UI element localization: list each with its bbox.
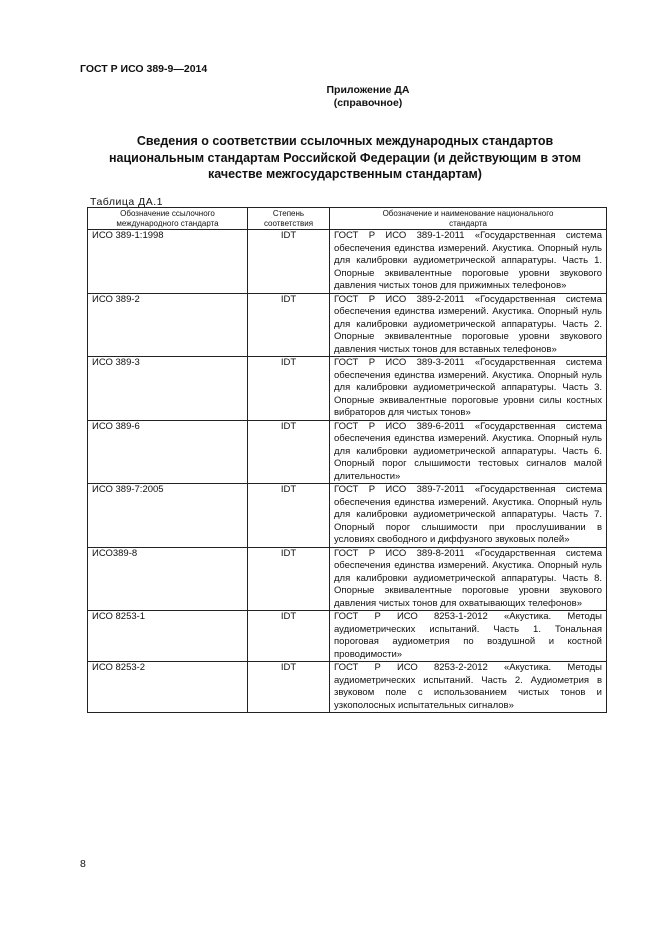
intl-standard-cell: ИСО 389-2 [88,293,248,357]
table-row [88,611,607,662]
degree-cell: IDT [248,484,330,548]
table-header-row [88,208,607,230]
degree-cell: IDT [248,662,330,713]
national-standard-cell: ГОСТ Р ИСО 389-3-2011 «Государственная система обеспечения единства измерений. Акустика. Опорный нуль для калибровки аудиометрической аппаратуры. Часть 3. Опорные эквивалентные пороговые уровни силы костных вибраторов для чистых тонов» [330,357,607,421]
degree-cell: IDT [248,420,330,484]
national-standard-cell: ГОСТ Р ИСО 389-2-2011 «Государственная система обеспечения единства измерений. Акустика. Опорный нуль для калибровки аудиометрической аппаратуры. Часть 2. Опорные эквивалентные пороговые уровни звукового давления чистых тонов для вставных телефонов» [330,293,607,357]
header-text: Обозначение и наименование национального [382,209,554,218]
annex-title: Приложение ДА [326,84,410,96]
header-degree [248,208,330,230]
national-standard-cell: ГОСТ Р ИСО 389-7-2011 «Государственная система обеспечения единства измерений. Акустика. Опорный нуль для калибровки аудиометрической аппаратуры. Часть 7. Опорный порог слышимости при прослушивании в условиях свободного и диффузного звуковых полей» [330,484,607,548]
intl-standard-cell: ИСО 8253-1 [88,611,248,662]
national-standard-cell: ГОСТ Р ИСО 389-8-2011 «Государственная система обеспечения единства измерений. Акустика. Опорный нуль для калибровки аудиометрической аппаратуры. Часть 8. Опорные эквивалентные пороговые уровни звукового давления чистых тонов для охватывающих телефонов» [330,547,607,611]
degree-cell: IDT [248,230,330,294]
header-text: стандарта [449,218,487,228]
intl-standard-cell: ИСО 389-1:1998 [88,230,248,294]
intl-standard-cell: ИСО 389-6 [88,420,248,484]
document-code: ГОСТ Р ИСО 389-9—2014 [80,63,208,75]
table-row [88,230,607,294]
table-row [88,293,607,357]
annex-subtitle: (справочное) [333,97,403,109]
section-title-line: национальным стандартам Российской Федерации (и действующим в этом [108,150,581,165]
national-standard-cell: ГОСТ Р ИСО 8253-1-2012 «Акустика. Методы аудиометрических испытаний. Часть 1. Тональная пороговая аудиометрия по воздушной и костной проводимости» [330,611,607,662]
intl-standard-cell: ИСО 389-7:2005 [88,484,248,548]
header-text: Степень [272,209,305,218]
degree-cell: IDT [248,357,330,421]
table-row [88,484,607,548]
header-text: Обозначение ссылочного [120,209,215,218]
section-title-line: качестве межгосударственным стандартам) [208,167,482,181]
page-number: 8 [80,858,86,870]
national-standard-cell: ГОСТ Р ИСО 389-1-2011 «Государственная система обеспечения единства измерений. Акустика. Опорный нуль для калибровки аудиометрической аппаратуры. Часть 1. Опорные эквивалентные пороговые уровни звукового давления чистых тонов для прижимных телефонов» [330,230,607,294]
national-standard-cell: ГОСТ Р ИСО 8253-2-2012 «Акустика. Методы аудиометрических испытаний. Часть 2. Аудиометрия в звуковом поле с использованием чистых тонов и узкополосных испытательных сигналов» [330,662,607,713]
intl-standard-cell: ИСО 8253-2 [88,662,248,713]
header-intl-standard [88,208,248,230]
header-text: международного стандарта [116,218,219,228]
table-caption: Таблица ДА.1 [90,196,163,208]
section-title-line: Сведения о соответствии ссылочных международных стандартов [136,134,554,148]
annex-heading [0,84,661,110]
header-text: соответствия [263,218,314,228]
degree-cell: IDT [248,547,330,611]
intl-standard-cell: ИСО 389-3 [88,357,248,421]
degree-cell: IDT [248,293,330,357]
section-title [80,133,610,183]
header-national-standard [330,208,607,230]
table-row [88,420,607,484]
national-standard-cell: ГОСТ Р ИСО 389-6-2011 «Государственная система обеспечения единства измерений. Акустика. Опорный нуль для калибровки аудиометрической аппаратуры. Часть 6. Опорный порог слышимости тестовых сигналов малой длительности» [330,420,607,484]
intl-standard-cell: ИСО389-8 [88,547,248,611]
table-row [88,662,607,713]
degree-cell: IDT [248,611,330,662]
table-row [88,357,607,421]
table-row [88,547,607,611]
correspondence-table [87,207,607,713]
